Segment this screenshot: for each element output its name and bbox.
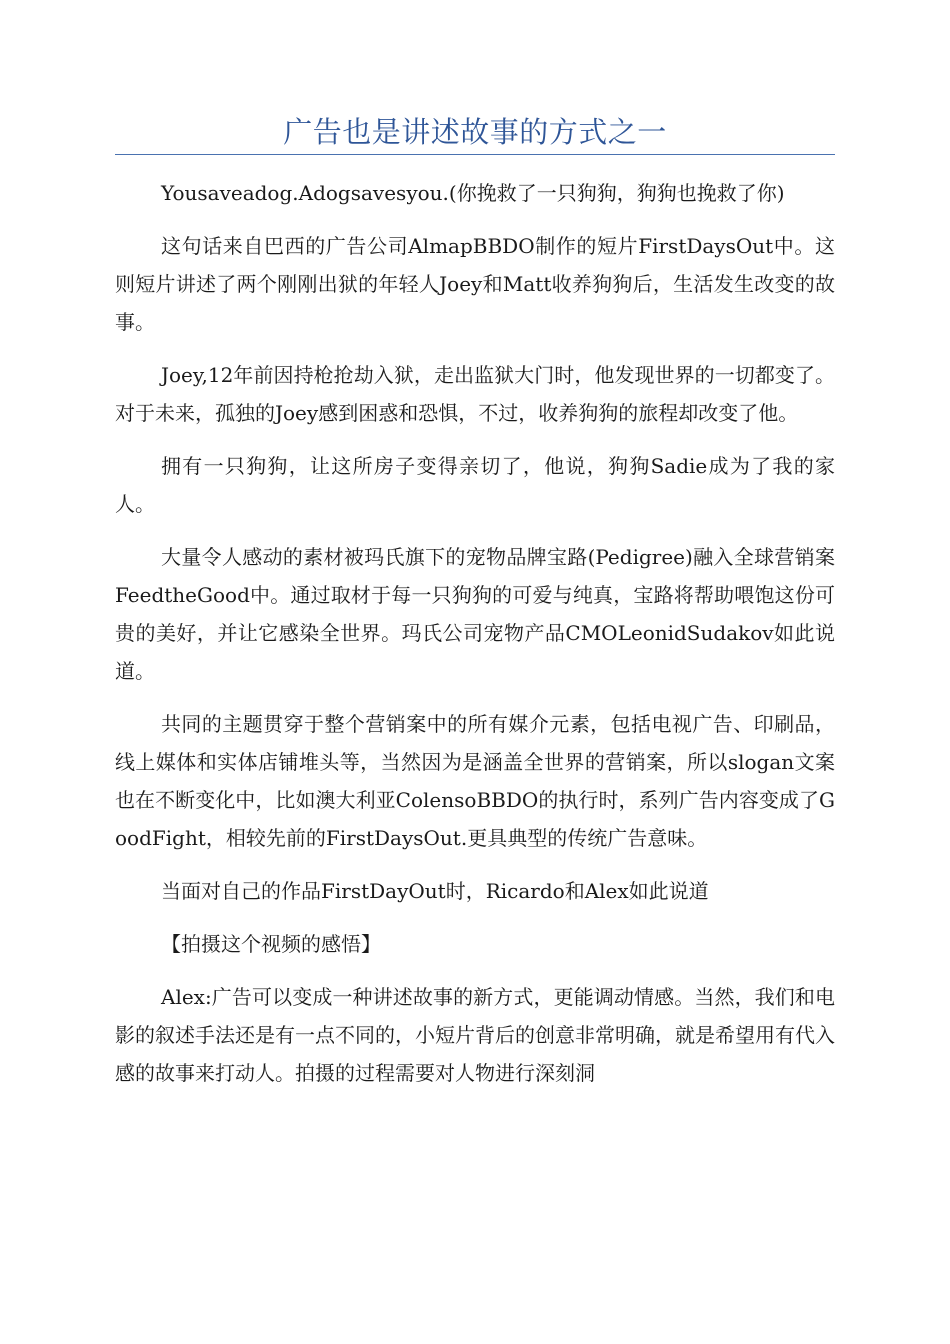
document-body (115, 174, 835, 1107)
paragraph: 当面对自己的作品FirstDayOut时，Ricardo和Alex如此说道 (161, 879, 709, 903)
paragraph: Joey,12年前因持枪抢劫入狱，走出监狱大门时，他发现世界的一切都变了。对于未来，孤独的Joey感到困惑和恐惧，不过，收养狗狗的旅程却改变了他。 (115, 363, 835, 425)
document-title: 广告也是讲述故事的方式之一 (283, 115, 667, 149)
paragraph: 【拍摄这个视频的感悟】 (161, 932, 381, 956)
paragraph: 共同的主题贯穿于整个营销案中的所有媒介元素，包括电视广告、印刷品，线上媒体和实体店铺堆头等，当然因为是涵盖全世界的营销案，所以slogan文案也在不断变化中，比如澳大利亚ColensoBBDO的执行时，系列广告内容变成了GoodFight，相较先前的FirstDaysOut.更具典型的传统广告意味。 (115, 712, 835, 850)
paragraph: 大量令人感动的素材被玛氏旗下的宠物品牌宝路(Pedigree)融入全球营销案FeedtheGood中。通过取材于每一只狗狗的可爱与纯真，宝路将帮助喂饱这份可贵的美好，并让它感染全世界。玛氏公司宠物产品CMOLeonidSudakov如此说道。 (115, 545, 835, 683)
paragraph: 这句话来自巴西的广告公司AlmapBBDO制作的短片FirstDaysOut中。这则短片讲述了两个刚刚出狱的年轻人Joey和Matt收养狗狗后，生活发生改变的故事。 (115, 234, 835, 334)
paragraph: 拥有一只狗狗，让这所房子变得亲切了，他说，狗狗Sadie成为了我的家人。 (115, 454, 835, 516)
title-underline (115, 154, 835, 155)
paragraph: Alex:广告可以变成一种讲述故事的新方式，更能调动情感。当然，我们和电影的叙述手法还是有一点不同的，小短片背后的创意非常明确，就是希望用有代入感的故事来打动人。拍摄的过程需要对人物进行深刻洞 (115, 985, 835, 1085)
paragraph: Yousaveadog.Adogsavesyou.(你挽救了一只狗狗，狗狗也挽救了你) (161, 181, 785, 205)
